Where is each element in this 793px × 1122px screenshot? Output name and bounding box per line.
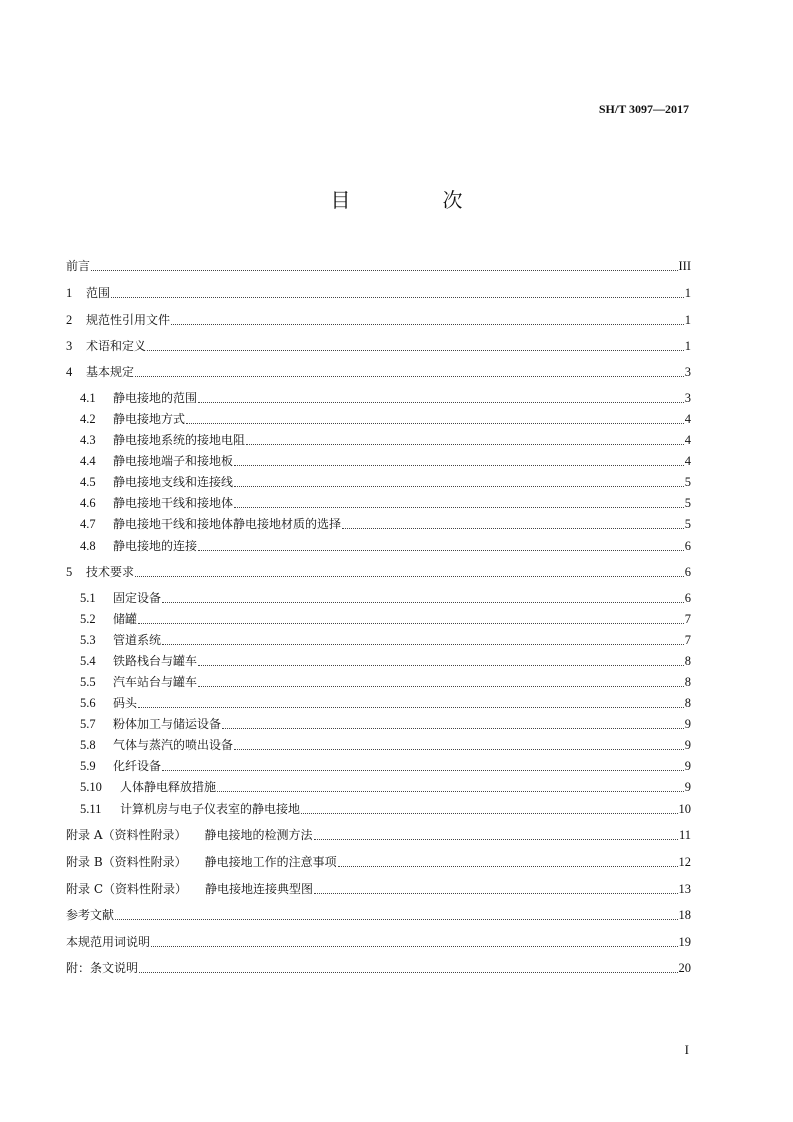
toc-entry-number: 5.10 — [80, 780, 102, 794]
toc-entry-page: 4 — [684, 433, 691, 447]
toc-entry[interactable] — [66, 311, 691, 329]
toc-entry-label: 本规范用词说明 — [66, 935, 151, 949]
toc-entry[interactable] — [66, 880, 691, 898]
toc-entry[interactable] — [80, 389, 691, 407]
toc-entry-label: 基本规定 — [86, 365, 135, 379]
toc-leader-dots — [151, 946, 677, 947]
toc-entry[interactable] — [80, 800, 691, 818]
toc-entry-number: 5.1 — [80, 591, 96, 605]
toc-entry-page: 19 — [678, 935, 691, 949]
toc-entry-number: 5.7 — [80, 717, 96, 731]
toc-leader-dots — [314, 839, 678, 840]
toc-entry-page: 5 — [684, 517, 691, 531]
toc-leader-dots — [198, 686, 684, 687]
toc-entry[interactable] — [80, 515, 691, 533]
toc-entry-number: 附录 A（资料性附录） — [66, 828, 187, 842]
document-code: SH/T 3097—2017 — [598, 102, 689, 116]
toc-entry-label: 化纤设备 — [113, 759, 162, 773]
toc-entry[interactable] — [66, 363, 691, 381]
toc-leader-dots — [147, 350, 684, 351]
toc-entry-number: 4.4 — [80, 454, 96, 468]
toc-entry-label: 术语和定义 — [86, 339, 147, 353]
toc-entry-number: 5.11 — [80, 802, 102, 816]
toc-leader-dots — [198, 402, 684, 403]
toc-entry-label: 静电接地的检测方法 — [204, 828, 313, 842]
toc-entry-number: 4.5 — [80, 475, 96, 489]
toc-entry[interactable] — [80, 537, 691, 555]
toc-entry-label: 静电接地方式 — [113, 412, 186, 426]
toc-leader-dots — [342, 528, 684, 529]
toc-leader-dots — [138, 623, 684, 624]
toc-entry-number: 5.3 — [80, 633, 96, 647]
page-title: 目 次 — [330, 188, 499, 212]
toc-entry-number: 附录 C（资料性附录） — [66, 882, 187, 896]
toc-entry-number: 4.3 — [80, 433, 96, 447]
toc-entry-label: 静电接地支线和连接线 — [113, 475, 234, 489]
toc-leader-dots — [135, 576, 684, 577]
toc-leader-dots — [139, 972, 677, 973]
toc-entry[interactable] — [66, 959, 691, 977]
toc-entry-number: 4.1 — [80, 391, 96, 405]
toc-entry[interactable] — [66, 337, 691, 355]
toc-entry-number: 1 — [66, 286, 73, 300]
toc-entry-label: 静电接地连接典型图 — [205, 882, 314, 896]
toc-leader-dots — [198, 665, 684, 666]
toc-entry-label: 静电接地的范围 — [113, 391, 198, 405]
toc-entry-page: 7 — [684, 633, 691, 647]
toc-entry-page: 9 — [684, 717, 691, 731]
toc-entry[interactable] — [80, 473, 691, 491]
toc-leader-dots — [111, 297, 684, 298]
toc-leader-dots — [171, 324, 684, 325]
toc-entry-page: 5 — [684, 475, 691, 489]
toc-leader-dots — [186, 423, 684, 424]
toc-entry-label: 附：条文说明 — [66, 961, 139, 975]
toc-entry[interactable] — [66, 933, 691, 951]
toc-entry-page: 6 — [684, 591, 691, 605]
toc-leader-dots — [162, 602, 684, 603]
toc-entry[interactable] — [80, 757, 691, 775]
footer-page-number: I — [684, 1042, 689, 1057]
toc-entry-page: 8 — [684, 696, 691, 710]
toc-entry[interactable] — [66, 563, 691, 581]
toc-entry-label: 码头 — [113, 696, 138, 710]
toc-entry-number: 4.8 — [80, 539, 96, 553]
toc-entry-label: 前言 — [66, 259, 91, 273]
toc-entry-page: 11 — [678, 828, 691, 842]
toc-entry-page: 1 — [684, 339, 691, 353]
toc-entry[interactable] — [80, 410, 691, 428]
toc-entry[interactable] — [66, 284, 691, 302]
toc-entry[interactable] — [80, 673, 691, 691]
toc-entry-page: III — [678, 259, 691, 273]
toc-entry-label: 固定设备 — [113, 591, 162, 605]
toc-entry[interactable] — [66, 257, 691, 275]
toc-entry-page: 1 — [684, 313, 691, 327]
toc-entry[interactable] — [80, 610, 691, 628]
toc-entry[interactable] — [66, 853, 691, 871]
toc-leader-dots — [198, 550, 684, 551]
toc-entry-page: 9 — [684, 780, 691, 794]
toc-entry[interactable] — [66, 906, 691, 924]
toc-entry-label: 粉体加工与储运设备 — [113, 717, 222, 731]
toc-entry-label: 铁路栈台与罐车 — [113, 654, 198, 668]
toc-entry-label: 静电接地干线和接地体 — [113, 496, 234, 510]
toc-entry[interactable] — [80, 715, 691, 733]
toc-entry-label: 储罐 — [113, 612, 138, 626]
toc-entry-page: 4 — [684, 454, 691, 468]
toc-entry-page: 3 — [684, 391, 691, 405]
toc-entry-page: 9 — [684, 759, 691, 773]
toc-entry-label: 人体静电释放措施 — [120, 780, 217, 794]
toc-leader-dots — [246, 444, 684, 445]
toc-entry-label: 静电接地端子和接地板 — [113, 454, 234, 468]
toc-entry[interactable] — [80, 694, 691, 712]
toc-entry-label: 静电接地干线和接地体静电接地材质的选择 — [113, 517, 342, 531]
toc-entry[interactable] — [80, 494, 691, 512]
toc-entry-number: 5.6 — [80, 696, 96, 710]
toc-entry-number: 附录 B（资料性附录） — [66, 855, 187, 869]
toc-entry[interactable] — [80, 778, 691, 796]
toc-leader-dots — [234, 465, 684, 466]
toc-leader-dots — [162, 644, 684, 645]
toc-entry-number: 5 — [66, 565, 73, 579]
toc-entry-number: 4.2 — [80, 412, 96, 426]
toc-entry-page: 5 — [684, 496, 691, 510]
toc-entry[interactable] — [80, 652, 691, 670]
toc-entry-page: 12 — [678, 855, 691, 869]
toc-entry-page: 3 — [684, 365, 691, 379]
toc-leader-dots — [234, 507, 684, 508]
toc-leader-dots — [234, 486, 684, 487]
toc-entry-number: 4 — [66, 365, 73, 379]
toc-leader-dots — [222, 728, 684, 729]
toc-entry[interactable] — [80, 431, 691, 449]
toc-entry-label: 静电接地工作的注意事项 — [204, 855, 337, 869]
toc-entry-page: 10 — [678, 802, 691, 816]
toc-entry-number: 4.6 — [80, 496, 96, 510]
toc-leader-dots — [217, 791, 684, 792]
toc-entry-page: 20 — [678, 961, 691, 975]
toc-leader-dots — [301, 813, 677, 814]
toc-entry[interactable] — [80, 631, 691, 649]
toc-entry-number: 5.2 — [80, 612, 96, 626]
toc-leader-dots — [162, 770, 684, 771]
toc-leader-dots — [234, 749, 684, 750]
toc-entry[interactable] — [80, 452, 691, 470]
toc-entry[interactable] — [80, 736, 691, 754]
toc-entry-label: 计算机房与电子仪表室的静电接地 — [120, 802, 301, 816]
toc-leader-dots — [138, 707, 684, 708]
toc-entry-label: 参考文献 — [66, 908, 115, 922]
toc-entry-page: 7 — [684, 612, 691, 626]
toc-entry-label: 汽车站台与罐车 — [113, 675, 198, 689]
toc-entry-label: 范围 — [86, 286, 111, 300]
toc-entry-page: 13 — [678, 882, 691, 896]
toc-leader-dots — [135, 376, 684, 377]
toc-entry-number: 4.7 — [80, 517, 96, 531]
toc-entry-label: 规范性引用文件 — [86, 313, 171, 327]
toc-entry-page: 8 — [684, 675, 691, 689]
toc-leader-dots — [115, 919, 677, 920]
toc-leader-dots — [91, 270, 677, 271]
toc-entry-label: 气体与蒸汽的喷出设备 — [113, 738, 234, 752]
toc-entry-number: 5.4 — [80, 654, 96, 668]
toc-entry-number: 5.9 — [80, 759, 96, 773]
toc-leader-dots — [338, 866, 678, 867]
toc-entry-page: 8 — [684, 654, 691, 668]
toc-entry-page: 6 — [684, 539, 691, 553]
toc-entry-label: 技术要求 — [86, 565, 135, 579]
toc-entry-page: 9 — [684, 738, 691, 752]
toc-entry-number: 5.8 — [80, 738, 96, 752]
toc-entry[interactable] — [66, 826, 691, 844]
toc-entry[interactable] — [80, 589, 691, 607]
toc-entry-label: 管道系统 — [113, 633, 162, 647]
toc-entry-page: 6 — [684, 565, 691, 579]
toc-entry-label: 静电接地系统的接地电阻 — [113, 433, 246, 447]
toc-entry-label: 静电接地的连接 — [113, 539, 198, 553]
toc-entry-number: 3 — [66, 339, 73, 353]
toc-entry-number: 2 — [66, 313, 73, 327]
toc-entry-page: 4 — [684, 412, 691, 426]
toc-entry-page: 18 — [678, 908, 691, 922]
toc-entry-number: 5.5 — [80, 675, 96, 689]
toc-leader-dots — [314, 893, 677, 894]
toc-entry-page: 1 — [684, 286, 691, 300]
